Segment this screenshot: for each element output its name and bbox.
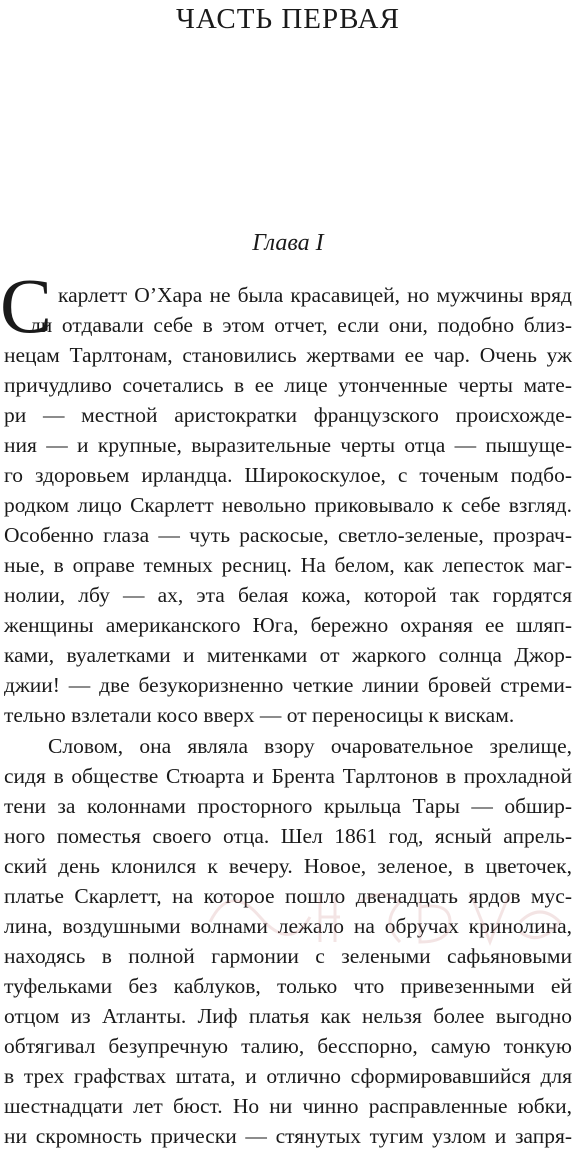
text-line: туфельками без каблуков, только что привезенными ей — [4, 974, 572, 998]
text-line: тени за колоннами просторного крыльца Тары — обшир- — [4, 794, 572, 818]
text-line: в трех графствах штата, и отлично сформировавшийся для — [4, 1064, 572, 1088]
text-line: нолии, лбу — ах, эта белая кожа, которой так гордятся — [4, 583, 572, 607]
text-line: сидя в обществе Стюарта и Брента Тарлтонов в прохладной — [4, 764, 572, 788]
text-line: обтягивал безупречную талию, бесспорно, самую тонкую — [4, 1034, 572, 1058]
text-line: Словом, она являла взору очаровательное зрелище, — [48, 734, 572, 758]
text-line: ский день клонился к вечеру. Новое, зеленое, в цветочек, — [4, 854, 572, 878]
text-line: ками, вуалетками и митенками от жаркого солнца Джор- — [4, 643, 572, 667]
chapter-title: Глава I — [252, 230, 324, 256]
text-line: шестнадцати лет бюст. Но ни чинно расправленные юбки, — [4, 1094, 572, 1118]
text-line: карлетт О’Хара не была красавицей, но мужчины вряд — [58, 283, 572, 307]
text-line: ния — и крупные, выразительные черты отца — пышуще- — [4, 433, 572, 457]
text-line: платье Скарлетт, на которое пошло двенадцать ярдов мус- — [4, 884, 572, 908]
text-line: ри — местной аристократки французского происхожде- — [4, 403, 572, 427]
text-line: ного поместья своего отца. Шел 1861 год, ясный апрель- — [4, 824, 572, 848]
text-line: причудливо сочетались в ее лице утонченные черты мате- — [4, 373, 572, 397]
text-line: находясь в полной гармонии с зелеными сафьяновыми — [4, 944, 572, 968]
text-line: ни скромность прически — стянутых тугим узлом и запря- — [4, 1124, 572, 1148]
part-title: ЧАСТЬ ПЕРВАЯ — [176, 3, 400, 35]
text-line: отцом из Атланты. Лиф платья как нельзя более выгодно — [4, 1004, 572, 1028]
text-line: родком лицо Скарлетт невольно приковывало к себе взгляд. — [4, 493, 572, 517]
text-line: тельно взлетали косо вверх — от переносицы к вискам. — [4, 703, 515, 727]
text-line: ные, в оправе темных ресниц. На белом, как лепесток маг- — [4, 553, 572, 577]
drop-cap: С — [0, 262, 53, 349]
text-line: лина, воздушными волнами лежало на обручах кринолина, — [4, 914, 572, 938]
text-line: нецам Тарлтонам, становились жертвами ее чар. Очень уж — [4, 343, 572, 367]
text-line: Особенно глаза — чуть раскосые, светло-зеленые, прозрач- — [4, 523, 572, 547]
text-line: ли отдавали себе в этом отчет, если они, подобно близ- — [30, 313, 572, 337]
text-line: женщины американского Юга, бережно охраняя ее шляп- — [4, 613, 572, 637]
text-line: джии! — две безукоризненно четкие линии бровей стреми- — [4, 673, 572, 697]
text-line: го здоровьем ирландца. Широкоскулое, с точеным подбо- — [4, 463, 572, 487]
